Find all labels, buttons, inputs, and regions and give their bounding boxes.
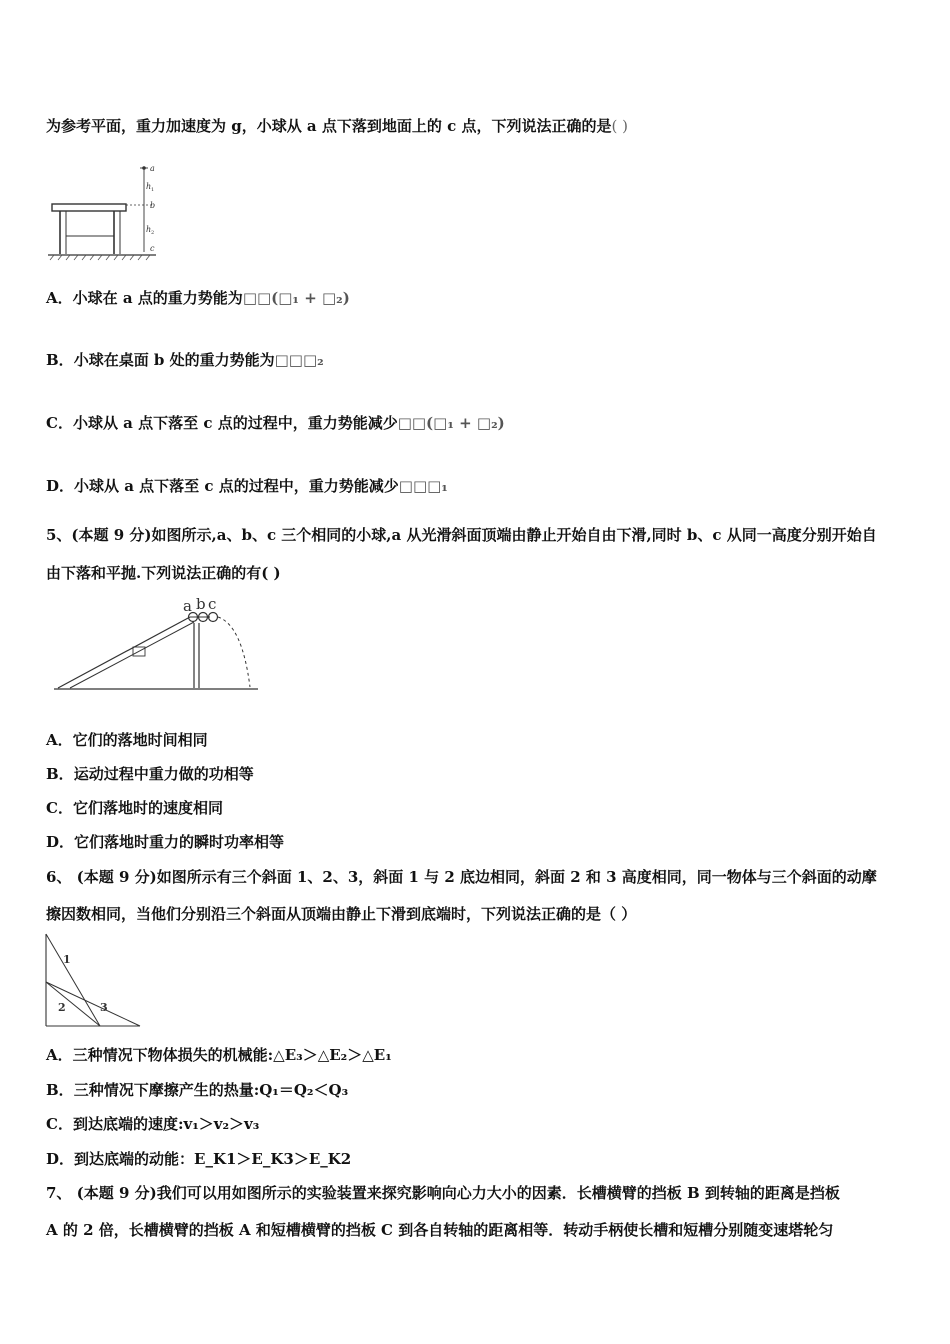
svg-text:h: h bbox=[146, 182, 152, 191]
ground-hatch bbox=[50, 255, 150, 260]
q5-option-d: D．它们落地时重力的瞬时功率相等 bbox=[46, 833, 285, 851]
q4-stem: 为参考平面，重力加速度为 g，小球从 a 点下落到地面上的 c 点，下列说法正确的是( ) bbox=[46, 117, 628, 135]
q6-option-a: A．三种情况下物体损失的机械能:△E₃＞△E₂＞△E₁ bbox=[46, 1046, 392, 1064]
q6-option-d: D．到达底端的动能：E_K1＞E_K3＞E_K2 bbox=[46, 1150, 352, 1168]
projectile-path bbox=[218, 617, 250, 687]
svg-text:a: a bbox=[183, 597, 192, 615]
q4-option-b: B．小球在桌面 b 处的重力势能为□□□₂ bbox=[46, 351, 324, 369]
svg-text:3: 3 bbox=[100, 1001, 108, 1014]
slope-1 bbox=[46, 934, 100, 1026]
svg-text:b: b bbox=[196, 595, 206, 613]
q4-table-figure bbox=[46, 160, 176, 265]
q4-option-c: C．小球从 a 点下落至 c 点的过程中，重力势能减少□□(□₁ + □₂) bbox=[46, 414, 505, 432]
incline-edge bbox=[70, 622, 194, 688]
q5-option-a: A．它们的落地时间相同 bbox=[46, 731, 208, 749]
q6-option-c: C．到达底端的速度:v₁＞v₂＞v₃ bbox=[46, 1115, 260, 1133]
svg-text:c: c bbox=[150, 244, 155, 253]
tabletop bbox=[52, 204, 126, 211]
q7-stem-line1: 7、 (本题 9 分)我们可以用如图所示的实验装置来探究影响向心力大小的因素．长槽横臂的挡板 B 到转轴的距离是挡板 bbox=[46, 1184, 840, 1202]
q6-stem-line1: 6、 (本题 9 分)如图所示有三个斜面 1、2、3，斜面 1 与 2 底边相同，斜面 2 和 3 高度相同，同一物体与三个斜面的动摩 bbox=[46, 868, 877, 886]
q4-option-d: D．小球从 a 点下落至 c 点的过程中，重力势能减少□□□₁ bbox=[46, 477, 448, 495]
svg-text:c: c bbox=[208, 595, 217, 613]
svg-text:1: 1 bbox=[151, 187, 155, 193]
q5-stem-line1: 5、(本题 9 分)如图所示,a、b、c 三个相同的小球,a 从光滑斜面顶端由静止开始自由下滑,同时 b、c 从同一高度分别开始自 bbox=[46, 526, 877, 544]
q6-stem-line2: 擦因数相同，当他们分别沿三个斜面从顶端由静止下滑到底端时，下列说法正确的是（ ） bbox=[46, 905, 637, 923]
formula: □□□₂ bbox=[274, 351, 324, 369]
svg-text:a: a bbox=[150, 164, 155, 173]
ball-a bbox=[142, 166, 146, 170]
svg-text:2: 2 bbox=[151, 230, 155, 236]
q5-incline-figure bbox=[50, 595, 265, 695]
q5-stem-line2: 由下落和平抛.下列说法正确的有( ) bbox=[46, 564, 281, 582]
q5-option-c: C．它们落地时的速度相同 bbox=[46, 799, 223, 817]
formula: □□(□₁ + □₂) bbox=[242, 289, 350, 307]
formula: □□(□₁ + □₂) bbox=[397, 414, 505, 432]
svg-text:h: h bbox=[146, 225, 152, 234]
q5-option-b: B．运动过程中重力做的功相等 bbox=[46, 765, 254, 783]
formula: □□□₁ bbox=[398, 477, 448, 495]
svg-text:2: 2 bbox=[58, 1001, 66, 1014]
q6-option-b: B．三种情况下摩擦产生的热量:Q₁＝Q₂＜Q₃ bbox=[46, 1081, 349, 1099]
q4-option-a: A．小球在 a 点的重力势能为□□(□₁ + □₂) bbox=[46, 289, 350, 307]
q6-slopes-figure bbox=[44, 932, 144, 1030]
incline-surface bbox=[58, 617, 190, 688]
svg-text:b: b bbox=[150, 201, 156, 210]
svg-text:1: 1 bbox=[63, 953, 71, 966]
q7-stem-line2: A 的 2 倍，长槽横臂的挡板 A 和短槽横臂的挡板 C 到各自转轴的距离相等．转动手柄使长槽和短槽分别随变速塔轮匀 bbox=[46, 1221, 834, 1239]
